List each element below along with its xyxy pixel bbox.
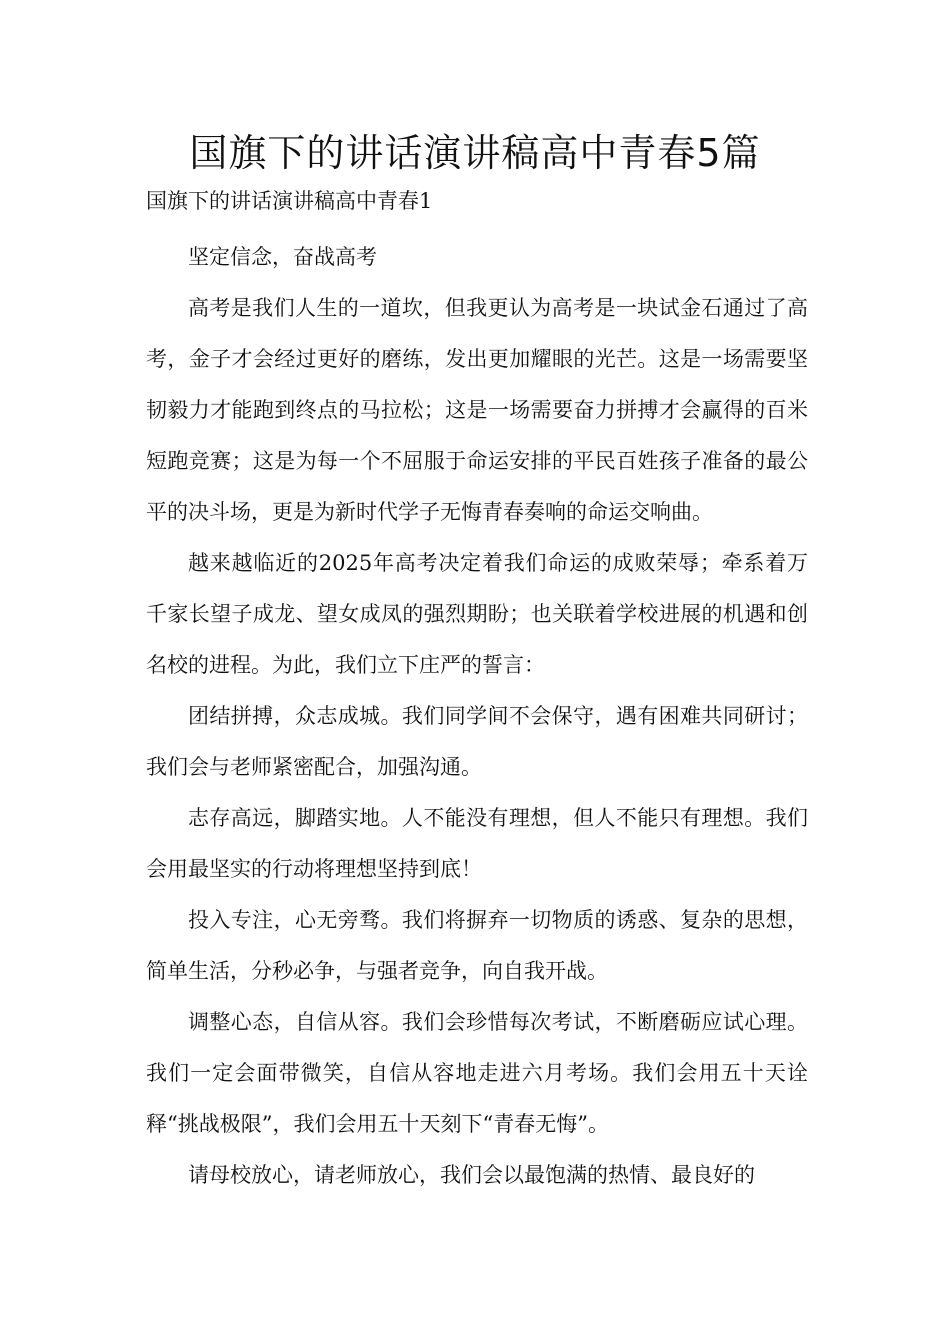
paragraph-motto: 坚定信念，奋战高考 (188, 245, 377, 269)
paragraph: 投入专注，心无旁骛。我们将摒弃一切物质的诱惑、复杂的思想，简单生活，分秒必争，与强者竞争，向自我开战。 (146, 908, 808, 983)
section-heading: 国旗下的讲话演讲稿高中青春1 (146, 189, 433, 213)
document-title: 国旗下的讲话演讲稿高中青春5篇 (189, 131, 761, 175)
document-body (146, 182, 808, 1201)
paragraph: 请母校放心，请老师放心，我们会以最饱满的热情、最良好的 (188, 1163, 755, 1187)
paragraph: 越来越临近的2025年高考决定着我们命运的成败荣辱；牵系着万千家长望子成龙、望女成凤的强烈期盼；也关联着学校进展的机遇和创名校的进程。为此，我们立下庄严的誓言： (146, 551, 808, 677)
paragraph: 高考是我们人生的一道坎，但我更认为高考是一块试金石通过了高考，金子才会经过更好的磨练，发出更加耀眼的光芒。这是一场需要坚韧毅力才能跑到终点的马拉松；这是一场需要奋力拼搏才会赢得的百米短跑竞赛；这是为每一个不屈服于命运安排的平民百姓孩子准备的最公平的决斗场，更是为新时代学子无悔青春奏响的命运交响曲。 (146, 296, 808, 524)
paragraph: 团结拼搏，众志成城。我们同学间不会保守，遇有困难共同研讨；我们会与老师紧密配合，加强沟通。 (146, 704, 808, 779)
paragraph: 志存高远，脚踏实地。人不能没有理想，但人不能只有理想。我们会用最坚实的行动将理想坚持到底！ (146, 806, 808, 881)
paragraph: 调整心态，自信从容。我们会珍惜每次考试，不断磨砺应试心理。我们一定会面带微笑，自信从容地走进六月考场。我们会用五十天诠释“挑战极限”，我们会用五十天刻下“青春无悔”。 (146, 1010, 808, 1136)
